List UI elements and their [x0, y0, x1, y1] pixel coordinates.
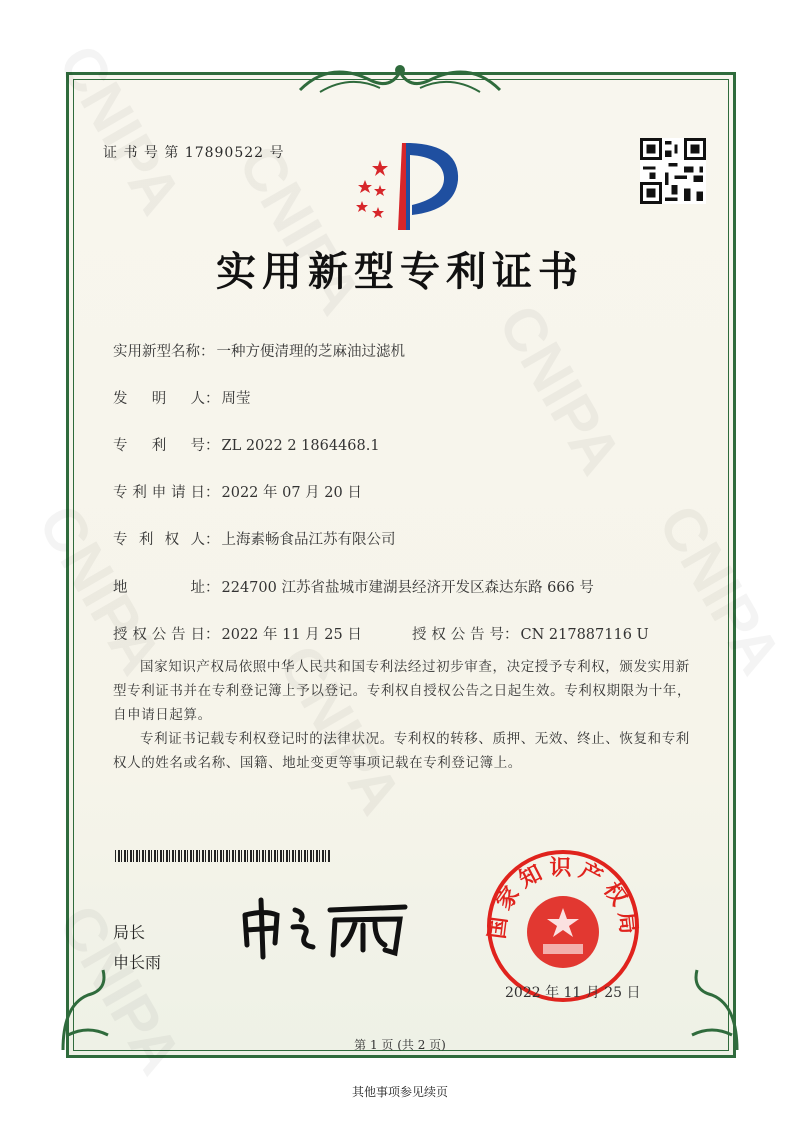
field-label: 专利权人 — [113, 532, 205, 548]
director-name: 申长雨 — [113, 953, 162, 972]
field-utility-model-name: 实用新型名称： 一种方便清理的芝麻油过滤机 — [113, 344, 405, 360]
field-value: 一种方便清理的芝麻油过滤机 — [216, 344, 405, 360]
field-patentee: 专利权人： 上海素畅食品江苏有限公司 — [113, 528, 396, 549]
field-inventor: 发明人： 周莹 — [113, 387, 251, 408]
field-value: ZL 2022 2 1864468.1 — [221, 438, 380, 454]
field-label: 实用新型名称 — [113, 344, 200, 360]
field-value: 2022 年 07 月 20 日 — [221, 485, 362, 501]
official-seal — [485, 848, 641, 1004]
certificate-statement — [113, 655, 693, 775]
field-grant-date: 授权公告日： 2022 年 11 月 25 日 — [113, 623, 362, 644]
seal-text: 国家知识产权局 — [485, 855, 641, 942]
field-label: 专利申请日 — [113, 485, 205, 501]
field-label: 发明人 — [113, 391, 205, 407]
field-application-date: 专利申请日： 2022 年 07 月 20 日 — [113, 481, 362, 502]
field-value: 周莹 — [221, 391, 251, 407]
field-value: CN 217887116 U — [520, 627, 649, 643]
field-patent-number: 专利号： ZL 2022 2 1864468.1 — [113, 434, 380, 455]
page-indicator: 第 1 页 (共 2 页) — [354, 1038, 446, 1052]
field-value: 上海素畅食品江苏有限公司 — [221, 532, 396, 548]
signature — [235, 895, 415, 960]
certificate-number: 证 书 号 第 17890522 号 — [103, 145, 285, 161]
field-address: 地址： 224700 江苏省盐城市建湖县经济开发区森达东路 666 号 — [113, 576, 594, 597]
field-label: 地址 — [113, 580, 205, 596]
qr-code — [640, 138, 706, 204]
field-announcement-number: 授权公告号： CN 217887116 U — [412, 623, 649, 644]
field-value: 224700 江苏省盐城市建湖县经济开发区森达东路 666 号 — [221, 580, 594, 596]
field-label: 授权公告日 — [113, 627, 205, 643]
cnipa-logo — [340, 135, 465, 235]
paragraph: 专利证书记载专利权登记时的法律状况。专利权的转移、质押、无效、终止、恢复和专利权人的姓名或名称、国籍、地址变更等事项记载在专利登记簿上。 — [113, 731, 690, 771]
seal-date: 2022 年 11 月 25 日 — [505, 985, 641, 1001]
barcode — [115, 850, 330, 862]
field-value: 2022 年 11 月 25 日 — [221, 627, 362, 643]
paragraph: 国家知识产权局依照中华人民共和国专利法经过初步审查，决定授予专利权，颁发实用新型专利证书并在专利登记簿上予以登记。专利权自授权公告之日起生效。专利权期限为十年，自申请日起算。 — [113, 659, 692, 723]
continued-note: 其他事项参见续页 — [351, 1085, 448, 1099]
field-label: 授权公告号 — [412, 627, 504, 643]
field-label: 专利号 — [113, 438, 205, 454]
page-title: 实用新型专利证书 — [216, 249, 584, 295]
top-ornament — [290, 60, 510, 100]
director-title: 局长 — [113, 923, 146, 942]
